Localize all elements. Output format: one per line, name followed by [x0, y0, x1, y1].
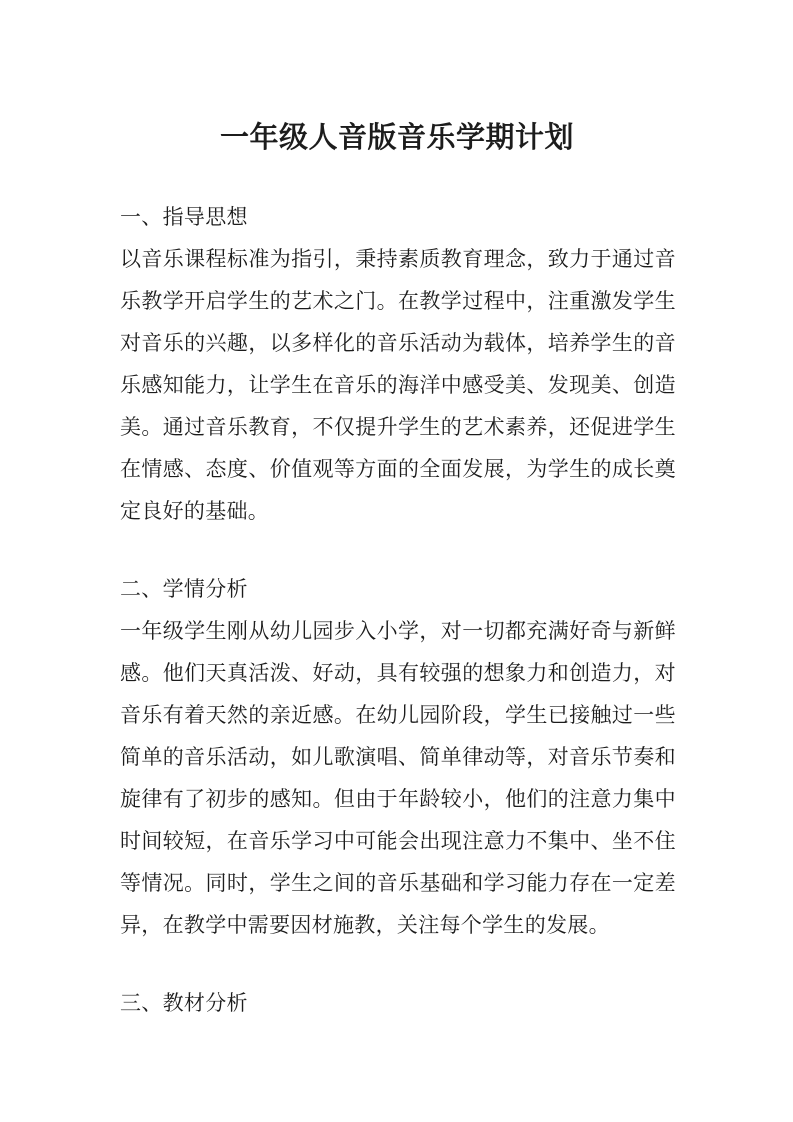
paragraph-guiding-ideology: 以音乐课程标准为指引，秉持素质教育理念，致力于通过音乐教学开启学生的艺术之门。在教学过程中，注重激发学生对音乐的兴趣，以多样化的音乐活动为载体，培养学生的音乐感知能力，让学生在音乐的海洋中感受美、发现美、创造美。通过音乐教育，不仅提升学生的艺术素养，还促进学生在情感、态度、价值观等方面的全面发展，为学生的成长奠定良好的基础。 — [120, 247, 676, 523]
section-textbook-analysis — [120, 982, 674, 1024]
section-heading-learner-analysis: 二、学情分析 — [120, 577, 248, 601]
section-heading-guiding-ideology: 一、指导思想 — [120, 205, 248, 229]
section-heading-textbook-analysis: 三、教材分析 — [120, 991, 248, 1015]
document-title: 一年级人音版音乐学期计划 — [219, 122, 574, 154]
section-learner-analysis — [120, 568, 674, 946]
section-guiding-ideology — [120, 196, 674, 532]
paragraph-learner-analysis: 一年级学生刚从幼儿园步入小学，对一切都充满好奇与新鲜感。他们天真活泼、好动，具有较强的想象力和创造力，对音乐有着天然的亲近感。在幼儿园阶段，学生已接触过一些简单的音乐活动，如儿歌演唱、简单律动等，对音乐节奏和旋律有了初步的感知。但由于年龄较小，他们的注意力集中时间较短，在音乐学习中可能会出现注意力不集中、坐不住等情况。同时，学生之间的音乐基础和学习能力存在一定差异，在教学中需要因材施教，关注每个学生的发展。 — [120, 619, 676, 937]
